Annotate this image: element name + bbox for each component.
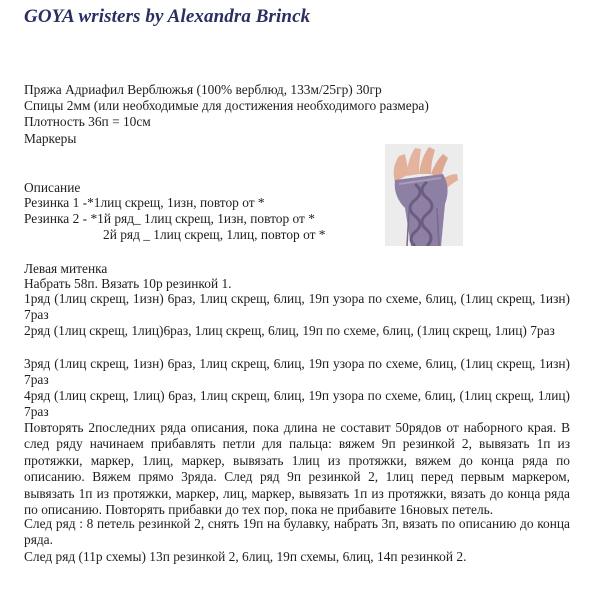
rib-2-row-2: 2й ряд _ 1лиц скрещ, 1лиц, повтор от * — [103, 227, 326, 242]
cast-on-line: Набрать 58п. Вязать 10р резинкой 1. — [24, 276, 232, 291]
row-3-instruction: 3ряд (1лиц скрещ, 1изн) 6раз, 1лиц скрещ, 6лиц, 19п узора по схеме, 6лиц, (1лиц скрещ, 1изн) 7раз — [24, 356, 570, 388]
row-2-instruction: 2ряд (1лиц скрещ, 1лиц)6раз, 1лиц скрещ, 6лиц, 19п по схеме, 6лиц, (1лиц скрещ, 1лиц) 7раз — [24, 323, 555, 338]
next-row-instruction: След ряд : 8 петель резинкой 2, снять 19п на булавку, набрать 3п, вязать по описанию до конца ряда. — [24, 516, 570, 548]
knitted-wrister-image — [385, 144, 463, 246]
markers-spec: Маркеры — [24, 131, 77, 146]
yarn-spec: Пряжа Адриафил Верблюжья (100% верблюд, 133м/25гр) 30гр — [24, 82, 382, 97]
rib-1: Резинка 1 -*1лиц скрещ, 1изн, повтор от * — [24, 195, 265, 210]
document-title: GOYA wristers by Alexandra Brinck — [24, 6, 311, 27]
left-mitt-heading: Левая митенка — [24, 261, 108, 276]
gauge-spec: Плотность 36п = 10см — [24, 114, 151, 129]
row-1-instruction: 1ряд (1лиц скрещ, 1изн) 6раз, 1лиц скрещ, 6лиц, 19п узора по схеме, 6лиц, (1лиц скрещ, 1изн) 7раз — [24, 291, 570, 323]
chart-row-11-instruction: След ряд (11р схемы) 13п резинкой 2, 6лиц, 19п схемы, 6лиц, 14п резинкой 2. — [24, 549, 467, 564]
rib-2-row-1: Резинка 2 - *1й ряд_ 1лиц скрещ, 1изн, повтор от * — [24, 211, 315, 226]
row-4-instruction: 4ряд (1лиц скрещ, 1лиц) 6раз, 1лиц скрещ, 6лиц, 19п узора по схеме, 6лиц, (1лиц скрещ, 1лиц) 7раз — [24, 388, 570, 420]
thumb-gusset-paragraph: Повторять 2последних ряда описания, пока длина не составит 50рядов от наборного края. В след ряду начинаем прибавлять петли для пальца: вяжем 9п резинкой 2, вывязать 1п из протяжки, маркер, 1лиц, маркер, вывязать 1лиц из протяжки, вяжем до конца ряда по описанию. Вяжем прямо 3ряда. След ряд 9п резинкой 2, 1лиц перед первым маркером, вывязать 1п из протяжки, маркер, лиц, маркер, вывязать 1п из протяжки, вязать до конца ряда по описанию. Повторять прибавки до тех пор, пока не прибавите 16новых петель. — [24, 420, 570, 518]
description-heading: Описание — [24, 180, 81, 195]
wrister-photo — [385, 144, 463, 246]
needles-spec: Спицы 2мм (или необходимые для достижения необходимого размера) — [24, 98, 429, 113]
